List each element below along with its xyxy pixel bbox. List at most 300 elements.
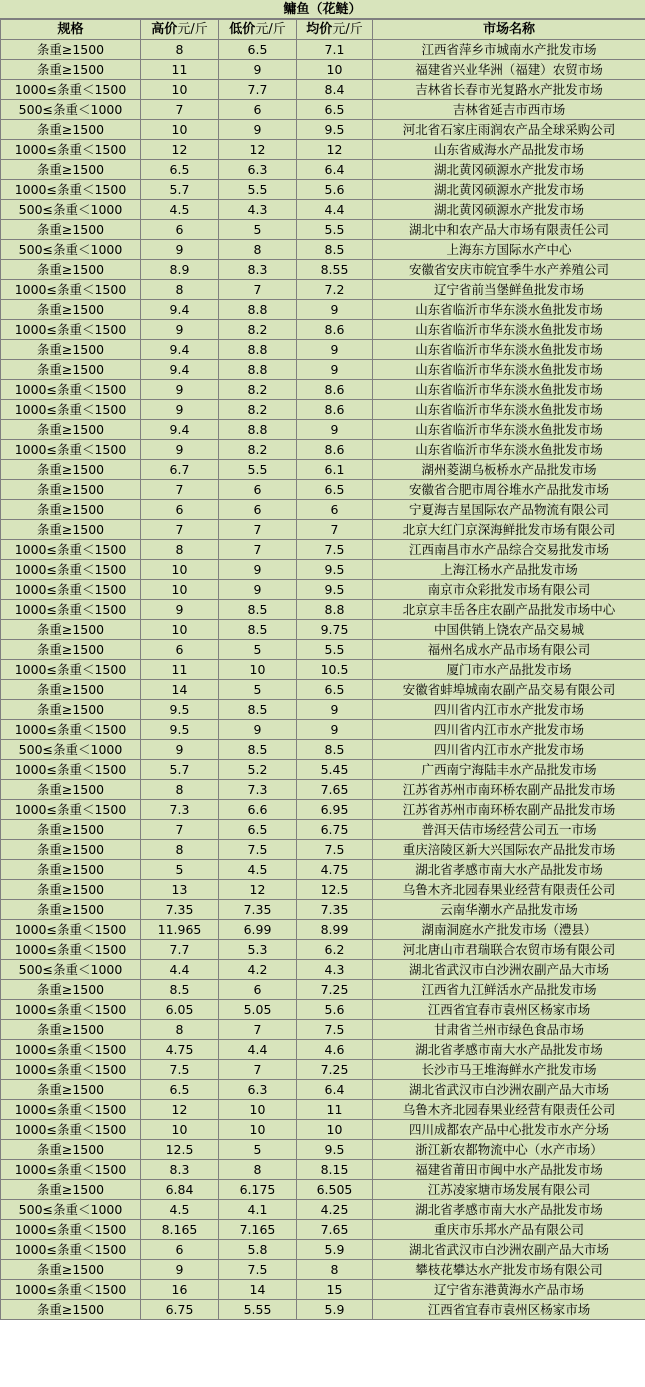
cell-high-price: 6	[141, 1240, 219, 1260]
cell-low-price: 7	[219, 520, 297, 540]
header-high-price: 高价元/斤	[141, 20, 219, 40]
header-avg-price: 均价元/斤	[297, 20, 373, 40]
cell-low-price: 9	[219, 580, 297, 600]
cell-avg-price: 6.5	[297, 480, 373, 500]
cell-market-name: 四川省内江市水产批发市场	[373, 700, 645, 720]
cell-avg-price: 7.65	[297, 780, 373, 800]
cell-market-name: 湖北省孝感市南大水产品批发市场	[373, 860, 645, 880]
cell-low-price: 8.2	[219, 380, 297, 400]
cell-market-name: 厦门市水产品批发市场	[373, 660, 645, 680]
table-row	[1, 800, 645, 820]
cell-spec: 1000≤条重＜1500	[1, 280, 141, 300]
cell-high-price: 10	[141, 580, 219, 600]
cell-market-name: 河北唐山市君瑞联合农贸市场有限公司	[373, 940, 645, 960]
table-row	[1, 540, 645, 560]
cell-market-name: 湖北中和农产品大市场有限责任公司	[373, 220, 645, 240]
cell-market-name: 吉林省延吉市西市场	[373, 100, 645, 120]
cell-low-price: 7.7	[219, 80, 297, 100]
header-market-name: 市场名称	[373, 20, 645, 40]
cell-low-price: 4.3	[219, 200, 297, 220]
cell-high-price: 4.5	[141, 1200, 219, 1220]
cell-market-name: 福建省莆田市闽中水产品批发市场	[373, 1160, 645, 1180]
cell-spec: 1000≤条重＜1500	[1, 400, 141, 420]
cell-high-price: 4.4	[141, 960, 219, 980]
cell-high-price: 6	[141, 500, 219, 520]
cell-market-name: 四川成都农产品中心批发市水产分场	[373, 1120, 645, 1140]
cell-market-name: 吉林省长春市光复路水产批发市场	[373, 80, 645, 100]
table-row	[1, 1140, 645, 1160]
cell-avg-price: 8.5	[297, 740, 373, 760]
table-row	[1, 1040, 645, 1060]
cell-market-name: 江苏省苏州市南环桥农副产品批发市场	[373, 780, 645, 800]
table-row	[1, 160, 645, 180]
cell-market-name: 北京京丰岳各庄农副产品批发市场中心	[373, 600, 645, 620]
cell-market-name: 福州名成水产品市场有限公司	[373, 640, 645, 660]
cell-spec: 1000≤条重＜1500	[1, 1100, 141, 1120]
cell-high-price: 9.5	[141, 700, 219, 720]
table-row	[1, 480, 645, 500]
table-row	[1, 300, 645, 320]
cell-market-name: 湖北黄冈硕源水产批发市场	[373, 160, 645, 180]
cell-high-price: 5	[141, 860, 219, 880]
cell-spec: 条重≥1500	[1, 420, 141, 440]
cell-market-name: 乌鲁木齐北园春果业经营有限责任公司	[373, 880, 645, 900]
cell-market-name: 江西省宜春市袁州区杨家市场	[373, 1300, 645, 1320]
cell-avg-price: 5.6	[297, 180, 373, 200]
table-row	[1, 420, 645, 440]
cell-high-price: 6.84	[141, 1180, 219, 1200]
table-row	[1, 760, 645, 780]
cell-market-name: 山东省临沂市华东淡水鱼批发市场	[373, 360, 645, 380]
cell-market-name: 江西南昌市水产品综合交易批发市场	[373, 540, 645, 560]
cell-low-price: 10	[219, 1100, 297, 1120]
table-row	[1, 1120, 645, 1140]
cell-avg-price: 5.5	[297, 220, 373, 240]
cell-avg-price: 9.5	[297, 580, 373, 600]
cell-high-price: 6.5	[141, 1080, 219, 1100]
cell-avg-price: 12	[297, 140, 373, 160]
cell-market-name: 湖北黄冈硕源水产批发市场	[373, 200, 645, 220]
cell-market-name: 山东省临沂市华东淡水鱼批发市场	[373, 300, 645, 320]
cell-low-price: 9	[219, 60, 297, 80]
table-row	[1, 200, 645, 220]
cell-avg-price: 9	[297, 340, 373, 360]
cell-high-price: 8	[141, 40, 219, 60]
cell-low-price: 7	[219, 280, 297, 300]
cell-market-name: 重庆涪陵区新大兴国际农产品批发市场	[373, 840, 645, 860]
cell-spec: 1000≤条重＜1500	[1, 600, 141, 620]
cell-high-price: 6.5	[141, 160, 219, 180]
cell-spec: 条重≥1500	[1, 300, 141, 320]
cell-high-price: 6.75	[141, 1300, 219, 1320]
table-row	[1, 1000, 645, 1020]
cell-high-price: 16	[141, 1280, 219, 1300]
cell-low-price: 4.2	[219, 960, 297, 980]
header-spec: 规格	[1, 20, 141, 40]
cell-high-price: 7	[141, 480, 219, 500]
cell-high-price: 6	[141, 220, 219, 240]
cell-spec: 条重≥1500	[1, 1080, 141, 1100]
cell-spec: 1000≤条重＜1500	[1, 1160, 141, 1180]
cell-avg-price: 8.8	[297, 600, 373, 620]
cell-low-price: 7	[219, 540, 297, 560]
cell-high-price: 9.4	[141, 340, 219, 360]
cell-avg-price: 6.5	[297, 100, 373, 120]
cell-low-price: 8.8	[219, 360, 297, 380]
cell-low-price: 5	[219, 680, 297, 700]
cell-spec: 1000≤条重＜1500	[1, 940, 141, 960]
cell-high-price: 11	[141, 60, 219, 80]
cell-low-price: 5.8	[219, 1240, 297, 1260]
cell-avg-price: 6.95	[297, 800, 373, 820]
cell-spec: 1000≤条重＜1500	[1, 80, 141, 100]
cell-low-price: 5	[219, 640, 297, 660]
table-row	[1, 860, 645, 880]
cell-high-price: 13	[141, 880, 219, 900]
table-row	[1, 980, 645, 1000]
cell-market-name: 山东省临沂市华东淡水鱼批发市场	[373, 340, 645, 360]
cell-spec: 条重≥1500	[1, 900, 141, 920]
cell-spec: 500≤条重＜1000	[1, 240, 141, 260]
table-row	[1, 440, 645, 460]
cell-market-name: 长沙市马王堆海鲜水产批发市场	[373, 1060, 645, 1080]
cell-spec: 1000≤条重＜1500	[1, 1000, 141, 1020]
cell-market-name: 山东省临沂市华东淡水鱼批发市场	[373, 440, 645, 460]
cell-low-price: 6.5	[219, 820, 297, 840]
table-row	[1, 640, 645, 660]
cell-spec: 条重≥1500	[1, 360, 141, 380]
cell-avg-price: 9.5	[297, 1140, 373, 1160]
cell-avg-price: 15	[297, 1280, 373, 1300]
cell-high-price: 10	[141, 1120, 219, 1140]
cell-market-name: 浙江新农都物流中心（水产市场）	[373, 1140, 645, 1160]
cell-spec: 条重≥1500	[1, 520, 141, 540]
cell-low-price: 8.5	[219, 600, 297, 620]
cell-high-price: 7.7	[141, 940, 219, 960]
cell-low-price: 8.8	[219, 420, 297, 440]
cell-avg-price: 10	[297, 1120, 373, 1140]
cell-low-price: 6	[219, 480, 297, 500]
cell-high-price: 12	[141, 1100, 219, 1120]
cell-avg-price: 8.5	[297, 240, 373, 260]
cell-low-price: 4.5	[219, 860, 297, 880]
table-row	[1, 740, 645, 760]
cell-low-price: 8.5	[219, 620, 297, 640]
cell-high-price: 14	[141, 680, 219, 700]
cell-low-price: 5.05	[219, 1000, 297, 1020]
cell-high-price: 7	[141, 100, 219, 120]
cell-avg-price: 4.4	[297, 200, 373, 220]
cell-low-price: 9	[219, 560, 297, 580]
table-row	[1, 220, 645, 240]
table-row	[1, 560, 645, 580]
table-row	[1, 100, 645, 120]
cell-low-price: 6	[219, 100, 297, 120]
cell-avg-price: 7.35	[297, 900, 373, 920]
cell-avg-price: 9	[297, 300, 373, 320]
cell-market-name: 甘肃省兰州市绿色食品市场	[373, 1020, 645, 1040]
cell-avg-price: 5.45	[297, 760, 373, 780]
header-row	[1, 20, 645, 40]
cell-low-price: 6.6	[219, 800, 297, 820]
table-row	[1, 240, 645, 260]
cell-high-price: 7	[141, 820, 219, 840]
cell-low-price: 4.4	[219, 1040, 297, 1060]
table-row	[1, 120, 645, 140]
cell-market-name: 山东省临沂市华东淡水鱼批发市场	[373, 400, 645, 420]
table-row	[1, 700, 645, 720]
cell-spec: 条重≥1500	[1, 620, 141, 640]
cell-spec: 条重≥1500	[1, 780, 141, 800]
cell-high-price: 8	[141, 840, 219, 860]
cell-low-price: 8	[219, 240, 297, 260]
cell-high-price: 9.4	[141, 360, 219, 380]
cell-spec: 500≤条重＜1000	[1, 960, 141, 980]
cell-high-price: 7.5	[141, 1060, 219, 1080]
cell-high-price: 9	[141, 240, 219, 260]
cell-spec: 条重≥1500	[1, 260, 141, 280]
cell-low-price: 7.165	[219, 1220, 297, 1240]
cell-market-name: 江苏省苏州市南环桥农副产品批发市场	[373, 800, 645, 820]
cell-high-price: 8.5	[141, 980, 219, 1000]
cell-market-name: 河北省石家庄雨润农产品全球采购公司	[373, 120, 645, 140]
cell-market-name: 普洱天佶市场经营公司五一市场	[373, 820, 645, 840]
cell-spec: 条重≥1500	[1, 700, 141, 720]
cell-market-name: 江西省九江鲜活水产品批发市场	[373, 980, 645, 1000]
cell-high-price: 12.5	[141, 1140, 219, 1160]
table-row	[1, 1280, 645, 1300]
cell-avg-price: 9	[297, 420, 373, 440]
cell-spec: 条重≥1500	[1, 220, 141, 240]
table-row	[1, 1220, 645, 1240]
cell-high-price: 12	[141, 140, 219, 160]
cell-spec: 条重≥1500	[1, 860, 141, 880]
cell-avg-price: 8.6	[297, 320, 373, 340]
cell-low-price: 10	[219, 1120, 297, 1140]
table-row	[1, 620, 645, 640]
cell-low-price: 5.5	[219, 460, 297, 480]
table-row	[1, 260, 645, 280]
cell-high-price: 4.75	[141, 1040, 219, 1060]
cell-high-price: 9	[141, 380, 219, 400]
cell-market-name: 山东省临沂市华东淡水鱼批发市场	[373, 380, 645, 400]
table-row	[1, 140, 645, 160]
cell-spec: 500≤条重＜1000	[1, 740, 141, 760]
cell-market-name: 宁夏海吉星国际农产品物流有限公司	[373, 500, 645, 520]
cell-market-name: 安徽省蚌埠城南农副产品交易有限公司	[373, 680, 645, 700]
cell-avg-price: 6.505	[297, 1180, 373, 1200]
cell-low-price: 8.2	[219, 440, 297, 460]
cell-spec: 1000≤条重＜1500	[1, 1040, 141, 1060]
cell-high-price: 4.5	[141, 200, 219, 220]
cell-low-price: 7.5	[219, 1260, 297, 1280]
cell-market-name: 辽宁省东港黄海水产品市场	[373, 1280, 645, 1300]
cell-spec: 1000≤条重＜1500	[1, 320, 141, 340]
cell-spec: 条重≥1500	[1, 1140, 141, 1160]
cell-low-price: 6	[219, 980, 297, 1000]
cell-low-price: 8.8	[219, 300, 297, 320]
cell-spec: 1000≤条重＜1500	[1, 660, 141, 680]
cell-avg-price: 7.1	[297, 40, 373, 60]
cell-spec: 条重≥1500	[1, 880, 141, 900]
cell-high-price: 9	[141, 320, 219, 340]
cell-market-name: 湖州菱湖乌板桥水产品批发市场	[373, 460, 645, 480]
table-row	[1, 60, 645, 80]
cell-market-name: 广西南宁海陆丰水产品批发市场	[373, 760, 645, 780]
cell-high-price: 6.05	[141, 1000, 219, 1020]
cell-spec: 条重≥1500	[1, 480, 141, 500]
cell-low-price: 5.3	[219, 940, 297, 960]
cell-market-name: 四川省内江市水产批发市场	[373, 740, 645, 760]
cell-low-price: 6.99	[219, 920, 297, 940]
cell-spec: 1000≤条重＜1500	[1, 760, 141, 780]
cell-avg-price: 9	[297, 700, 373, 720]
cell-spec: 条重≥1500	[1, 340, 141, 360]
cell-avg-price: 7.65	[297, 1220, 373, 1240]
cell-spec: 条重≥1500	[1, 680, 141, 700]
cell-spec: 1000≤条重＜1500	[1, 1060, 141, 1080]
cell-low-price: 7.5	[219, 840, 297, 860]
cell-spec: 条重≥1500	[1, 160, 141, 180]
cell-high-price: 9	[141, 740, 219, 760]
cell-spec: 1000≤条重＜1500	[1, 380, 141, 400]
cell-high-price: 11	[141, 660, 219, 680]
cell-avg-price: 11	[297, 1100, 373, 1120]
cell-low-price: 6.5	[219, 40, 297, 60]
cell-spec: 500≤条重＜1000	[1, 100, 141, 120]
cell-avg-price: 5.9	[297, 1240, 373, 1260]
cell-low-price: 7.35	[219, 900, 297, 920]
table-row	[1, 80, 645, 100]
cell-low-price: 5.55	[219, 1300, 297, 1320]
cell-high-price: 7.35	[141, 900, 219, 920]
cell-low-price: 9	[219, 120, 297, 140]
table-row	[1, 360, 645, 380]
cell-spec: 条重≥1500	[1, 1020, 141, 1040]
cell-spec: 1000≤条重＜1500	[1, 1240, 141, 1260]
cell-low-price: 8.2	[219, 400, 297, 420]
cell-low-price: 12	[219, 140, 297, 160]
cell-high-price: 6	[141, 640, 219, 660]
cell-high-price: 8.165	[141, 1220, 219, 1240]
price-table	[0, 19, 645, 1320]
cell-market-name: 山东省威海水产品批发市场	[373, 140, 645, 160]
cell-low-price: 7.3	[219, 780, 297, 800]
cell-market-name: 江西省宜春市袁州区杨家市场	[373, 1000, 645, 1020]
cell-high-price: 9.5	[141, 720, 219, 740]
cell-low-price: 14	[219, 1280, 297, 1300]
cell-avg-price: 8	[297, 1260, 373, 1280]
cell-high-price: 8.9	[141, 260, 219, 280]
cell-spec: 1000≤条重＜1500	[1, 580, 141, 600]
table-row	[1, 680, 645, 700]
cell-avg-price: 6.75	[297, 820, 373, 840]
cell-market-name: 南京市众彩批发市场有限公司	[373, 580, 645, 600]
cell-market-name: 乌鲁木齐北园春果业经营有限责任公司	[373, 1100, 645, 1120]
cell-market-name: 湖北省武汉市白沙洲农副产品大市场	[373, 1240, 645, 1260]
cell-low-price: 5	[219, 220, 297, 240]
cell-high-price: 9	[141, 400, 219, 420]
cell-low-price: 5	[219, 1140, 297, 1160]
table-row	[1, 880, 645, 900]
cell-avg-price: 8.6	[297, 440, 373, 460]
cell-spec: 500≤条重＜1000	[1, 200, 141, 220]
cell-avg-price: 6.4	[297, 1080, 373, 1100]
table-row	[1, 780, 645, 800]
cell-high-price: 9	[141, 1260, 219, 1280]
cell-avg-price: 8.55	[297, 260, 373, 280]
cell-market-name: 福建省兴业华洲（福建）农贸市场	[373, 60, 645, 80]
cell-low-price: 8.3	[219, 260, 297, 280]
cell-spec: 1000≤条重＜1500	[1, 180, 141, 200]
table-row	[1, 1260, 645, 1280]
cell-avg-price: 9.5	[297, 120, 373, 140]
cell-low-price: 10	[219, 660, 297, 680]
cell-low-price: 8.5	[219, 700, 297, 720]
cell-market-name: 江西省萍乡市城南水产批发市场	[373, 40, 645, 60]
cell-spec: 条重≥1500	[1, 1260, 141, 1280]
cell-spec: 条重≥1500	[1, 40, 141, 60]
cell-spec: 1000≤条重＜1500	[1, 800, 141, 820]
cell-avg-price: 7	[297, 520, 373, 540]
cell-low-price: 5.2	[219, 760, 297, 780]
cell-spec: 1000≤条重＜1500	[1, 1220, 141, 1240]
table-row	[1, 1300, 645, 1320]
table-row	[1, 380, 645, 400]
cell-low-price: 9	[219, 720, 297, 740]
sheet-title: 鳙鱼（花鲢）	[0, 0, 645, 19]
table-row	[1, 580, 645, 600]
table-row	[1, 1020, 645, 1040]
cell-high-price: 11.965	[141, 920, 219, 940]
cell-avg-price: 5.6	[297, 1000, 373, 1020]
cell-low-price: 7	[219, 1020, 297, 1040]
cell-spec: 条重≥1500	[1, 640, 141, 660]
table-row	[1, 320, 645, 340]
table-row	[1, 1240, 645, 1260]
cell-market-name: 安徽省合肥市周谷堆水产品批发市场	[373, 480, 645, 500]
table-row	[1, 960, 645, 980]
cell-market-name: 四川省内江市水产批发市场	[373, 720, 645, 740]
cell-market-name: 湖北黄冈硕源水产批发市场	[373, 180, 645, 200]
cell-market-name: 山东省临沂市华东淡水鱼批发市场	[373, 320, 645, 340]
cell-low-price: 8.2	[219, 320, 297, 340]
table-row	[1, 1060, 645, 1080]
cell-avg-price: 9.5	[297, 560, 373, 580]
table-row	[1, 40, 645, 60]
table-row	[1, 920, 645, 940]
cell-low-price: 6.3	[219, 160, 297, 180]
cell-market-name: 攀枝花攀达水产批发市场有限公司	[373, 1260, 645, 1280]
cell-market-name: 湖北省孝感市南大水产品批发市场	[373, 1040, 645, 1060]
cell-market-name: 上海东方国际水产中心	[373, 240, 645, 260]
cell-low-price: 6.3	[219, 1080, 297, 1100]
cell-high-price: 8	[141, 540, 219, 560]
table-row	[1, 820, 645, 840]
cell-avg-price: 7.5	[297, 1020, 373, 1040]
cell-avg-price: 10	[297, 60, 373, 80]
table-row	[1, 280, 645, 300]
table-row	[1, 340, 645, 360]
cell-market-name: 云南华潮水产品批发市场	[373, 900, 645, 920]
cell-high-price: 7.3	[141, 800, 219, 820]
cell-spec: 条重≥1500	[1, 120, 141, 140]
cell-spec: 1000≤条重＜1500	[1, 140, 141, 160]
cell-avg-price: 8.6	[297, 380, 373, 400]
cell-avg-price: 7.25	[297, 980, 373, 1000]
cell-avg-price: 6.5	[297, 680, 373, 700]
cell-avg-price: 4.6	[297, 1040, 373, 1060]
